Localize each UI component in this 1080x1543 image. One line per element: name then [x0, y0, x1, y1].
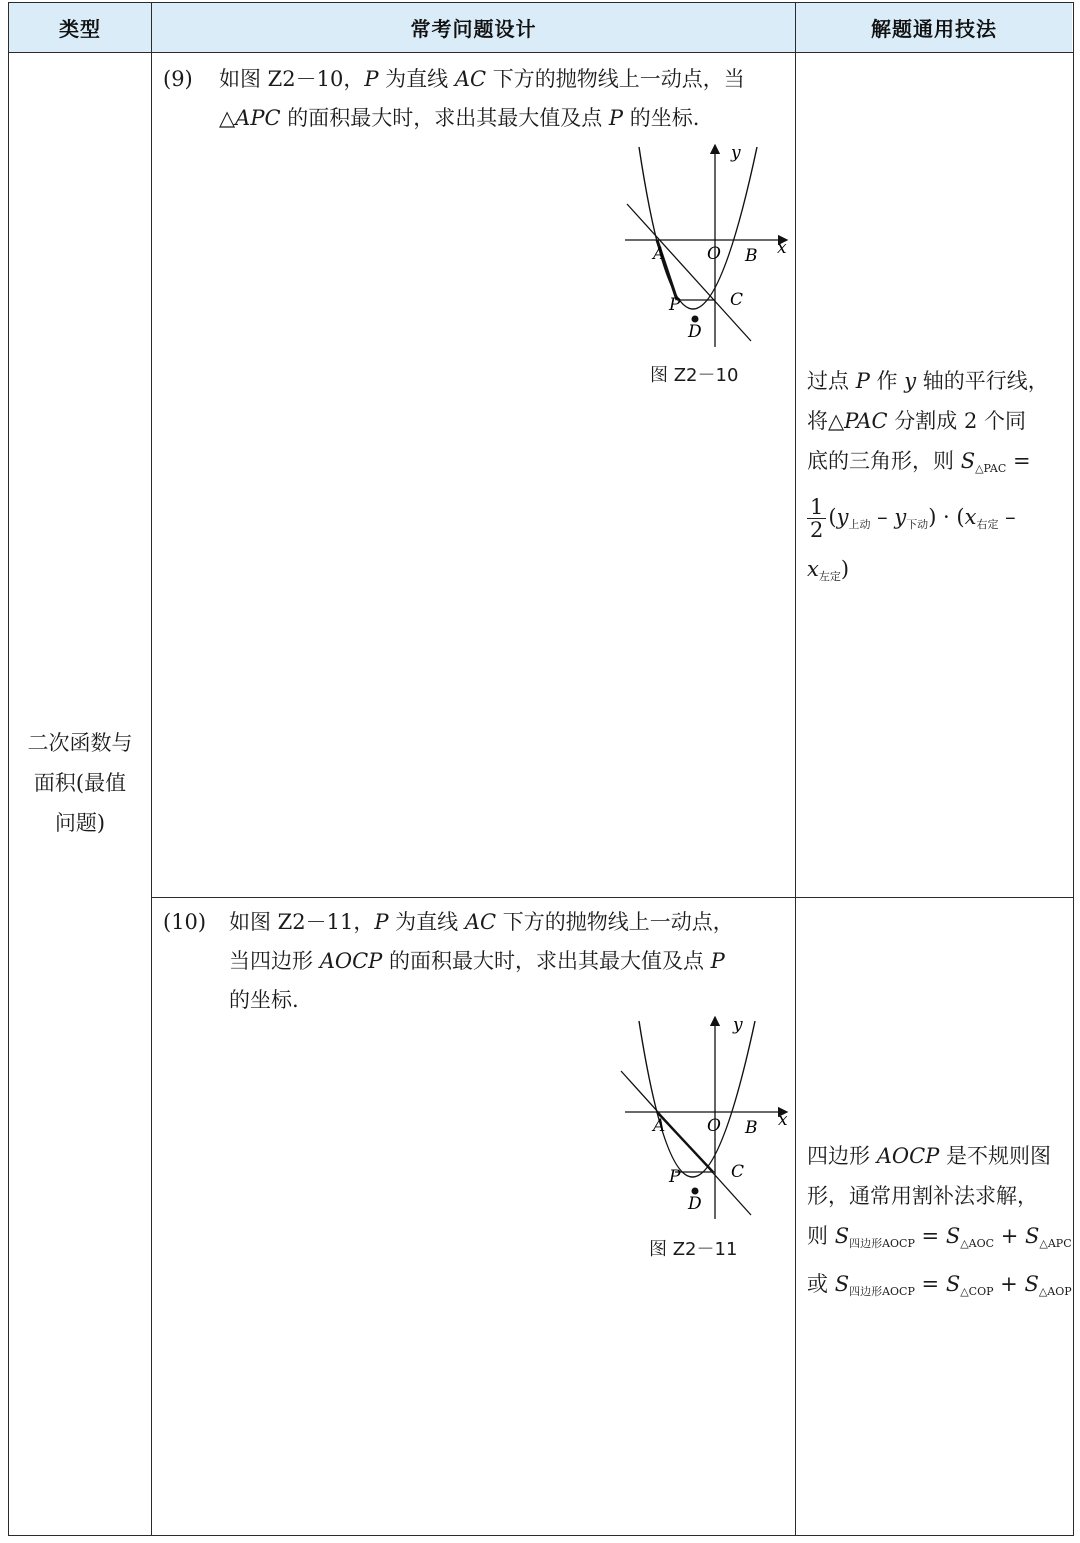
question-line: 的坐标.: [229, 988, 299, 1012]
parabola-curve: [639, 147, 757, 309]
type-label-line: 二次函数与: [27, 731, 133, 755]
technique-9: [807, 361, 1069, 597]
technique-line: 四边形 AOCP 是不规则图: [807, 1144, 1051, 1168]
technique-line: 形，通常用割补法求解，: [807, 1184, 1038, 1208]
label-d: D: [688, 322, 702, 342]
label-p: P: [669, 295, 681, 315]
fraction-one-half: $\frac{1}{2}$: [807, 496, 826, 541]
label-b: B: [745, 246, 758, 266]
label-c: C: [730, 290, 744, 310]
technique-formula-line: $\frac{1}{2}$ $(y_{上动} - y_{下动}) \cdot (x_{右定}$ –: [807, 493, 1069, 549]
type-label: [9, 723, 151, 843]
label-p: P: [669, 1167, 681, 1187]
row-divider: [151, 897, 1073, 898]
question-line: 如图 Z2－11，P 为直线 AC 下方的抛物线上一动点，: [229, 910, 734, 934]
header-question-design: 常考问题设计: [152, 3, 795, 52]
label-a: A: [653, 244, 666, 264]
figure-caption: 图 Z2－11: [649, 1239, 738, 1260]
figure-z2-11: [615, 1013, 791, 1223]
header-divider: [9, 52, 1073, 53]
question-9: [163, 60, 793, 138]
line-ac: [627, 204, 751, 341]
type-label-line: 问题): [54, 811, 106, 835]
label-o: O: [707, 1116, 721, 1136]
label-a: A: [653, 1116, 666, 1136]
label-y: y: [731, 143, 741, 163]
technique-formula-line: 或 $S_{四边形AOCP} = S_{\triangle COP} + S_{\triangle AOP}$: [807, 1272, 1072, 1298]
technique-formula-line: 则 $S_{四边形AOCP} = S_{\triangle AOC} + S_{\triangle APC}$: [807, 1224, 1072, 1250]
label-o: O: [707, 244, 721, 264]
label-c: C: [731, 1162, 745, 1182]
technique-10: [807, 1136, 1072, 1312]
label-d: D: [688, 1194, 702, 1214]
column-divider: [795, 3, 796, 1535]
label-x: x: [777, 238, 787, 258]
question-10: [163, 903, 793, 1020]
question-number: (10): [163, 910, 207, 934]
technique-line: 过点 P 作 y 轴的平行线，: [807, 369, 1049, 393]
question-line: 如图 Z2－10，P 为直线 AC 下方的抛物线上一动点，当: [219, 67, 745, 91]
header-type: 类型: [9, 3, 151, 52]
parabola-diagram: [621, 141, 791, 351]
figure-z2-10: [621, 141, 791, 351]
label-y: y: [733, 1015, 743, 1035]
technique-line: 底的三角形，则 $S_{\triangle PAC}$ =: [807, 449, 1031, 475]
label-b: B: [745, 1118, 758, 1138]
question-line: △APC 的面积最大时，求出其最大值及点 P 的坐标.: [219, 106, 700, 130]
type-label-line: 面积(最值: [33, 771, 127, 795]
technique-line: 将△PAC 分割成 2 个同: [807, 409, 1026, 433]
problem-table: [8, 2, 1074, 1536]
parabola-diagram: [615, 1013, 791, 1223]
figure-caption: 图 Z2－10: [650, 365, 739, 386]
question-line: 当四边形 AOCP 的面积最大时，求出其最大值及点 P: [229, 949, 725, 973]
label-x: x: [778, 1110, 788, 1130]
column-divider: [151, 3, 152, 1535]
header-technique: 解题通用技法: [796, 3, 1072, 52]
technique-line: $x_{左定}$): [807, 557, 850, 583]
question-number: (9): [163, 67, 193, 91]
